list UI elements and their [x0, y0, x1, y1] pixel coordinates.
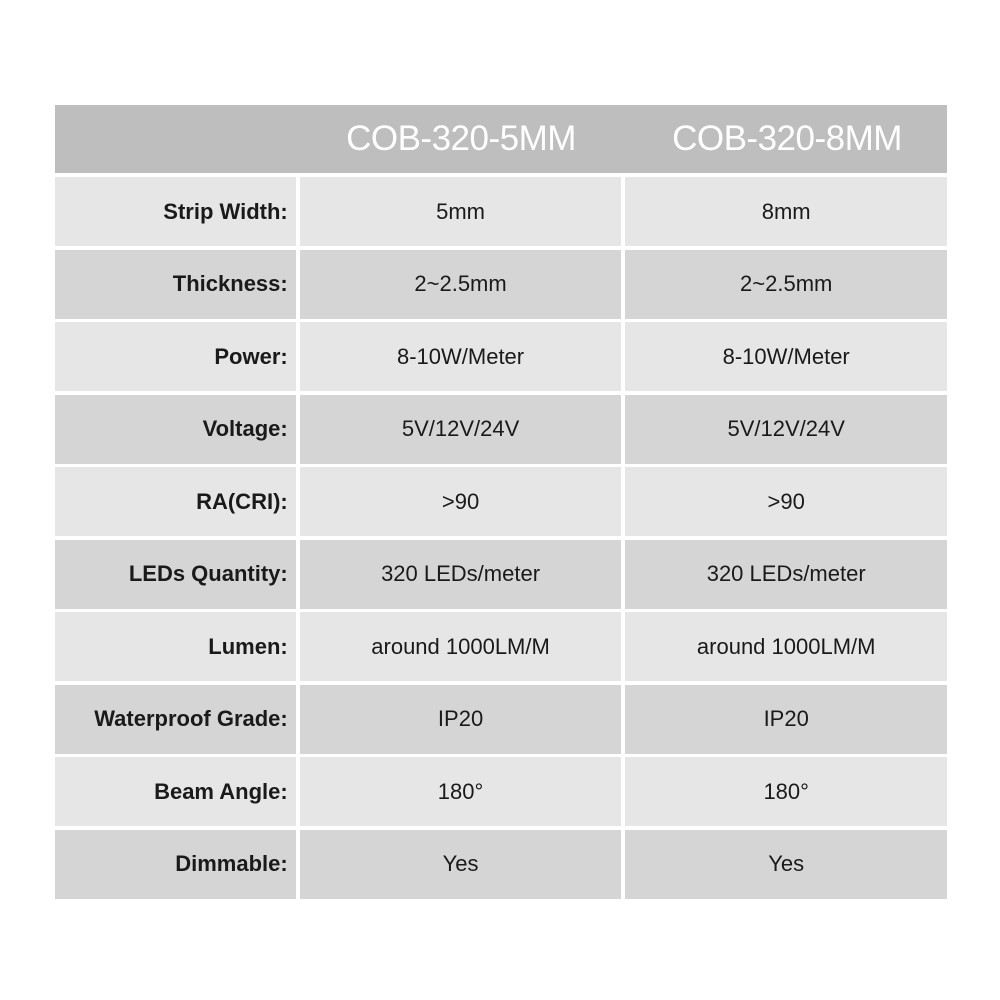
row-label: Beam Angle:: [55, 757, 296, 826]
value-cob-320-8mm: 8-10W/Meter: [625, 322, 947, 391]
table-row: [55, 467, 947, 536]
value-cob-320-8mm: 8mm: [625, 177, 947, 246]
value-cob-320-5mm: Yes: [300, 830, 622, 899]
row-label: Lumen:: [55, 612, 296, 681]
row-label: RA(CRI):: [55, 467, 296, 536]
table-header: [55, 105, 947, 173]
table-row: [55, 540, 947, 609]
table-row: [55, 177, 947, 246]
value-cob-320-8mm: IP20: [625, 685, 947, 754]
value-cob-320-5mm: 2~2.5mm: [300, 250, 622, 319]
table-row: [55, 757, 947, 826]
value-cob-320-5mm: 8-10W/Meter: [300, 322, 622, 391]
table-row: [55, 250, 947, 319]
table-row: [55, 685, 947, 754]
value-cob-320-5mm: 5V/12V/24V: [300, 395, 622, 464]
spec-table: [55, 105, 947, 902]
value-cob-320-8mm: 180°: [625, 757, 947, 826]
row-label: Dimmable:: [55, 830, 296, 899]
row-label: Waterproof Grade:: [55, 685, 296, 754]
row-label: Power:: [55, 322, 296, 391]
value-cob-320-8mm: 320 LEDs/meter: [625, 540, 947, 609]
row-label: Voltage:: [55, 395, 296, 464]
table-row: [55, 830, 947, 899]
value-cob-320-5mm: 180°: [300, 757, 622, 826]
value-cob-320-5mm: 320 LEDs/meter: [300, 540, 622, 609]
column-header-cob-320-8mm: COB-320-8MM: [672, 119, 902, 158]
table-row: [55, 322, 947, 391]
table-row: [55, 612, 947, 681]
value-cob-320-8mm: Yes: [625, 830, 947, 899]
value-cob-320-8mm: >90: [625, 467, 947, 536]
value-cob-320-8mm: 5V/12V/24V: [625, 395, 947, 464]
column-header-cob-320-5mm: COB-320-5MM: [346, 119, 576, 158]
value-cob-320-8mm: 2~2.5mm: [625, 250, 947, 319]
value-cob-320-8mm: around 1000LM/M: [625, 612, 947, 681]
row-label: Strip Width:: [55, 177, 296, 246]
value-cob-320-5mm: IP20: [300, 685, 622, 754]
row-label: LEDs Quantity:: [55, 540, 296, 609]
table-row: [55, 395, 947, 464]
value-cob-320-5mm: 5mm: [300, 177, 622, 246]
value-cob-320-5mm: >90: [300, 467, 622, 536]
value-cob-320-5mm: around 1000LM/M: [300, 612, 622, 681]
row-label: Thickness:: [55, 250, 296, 319]
